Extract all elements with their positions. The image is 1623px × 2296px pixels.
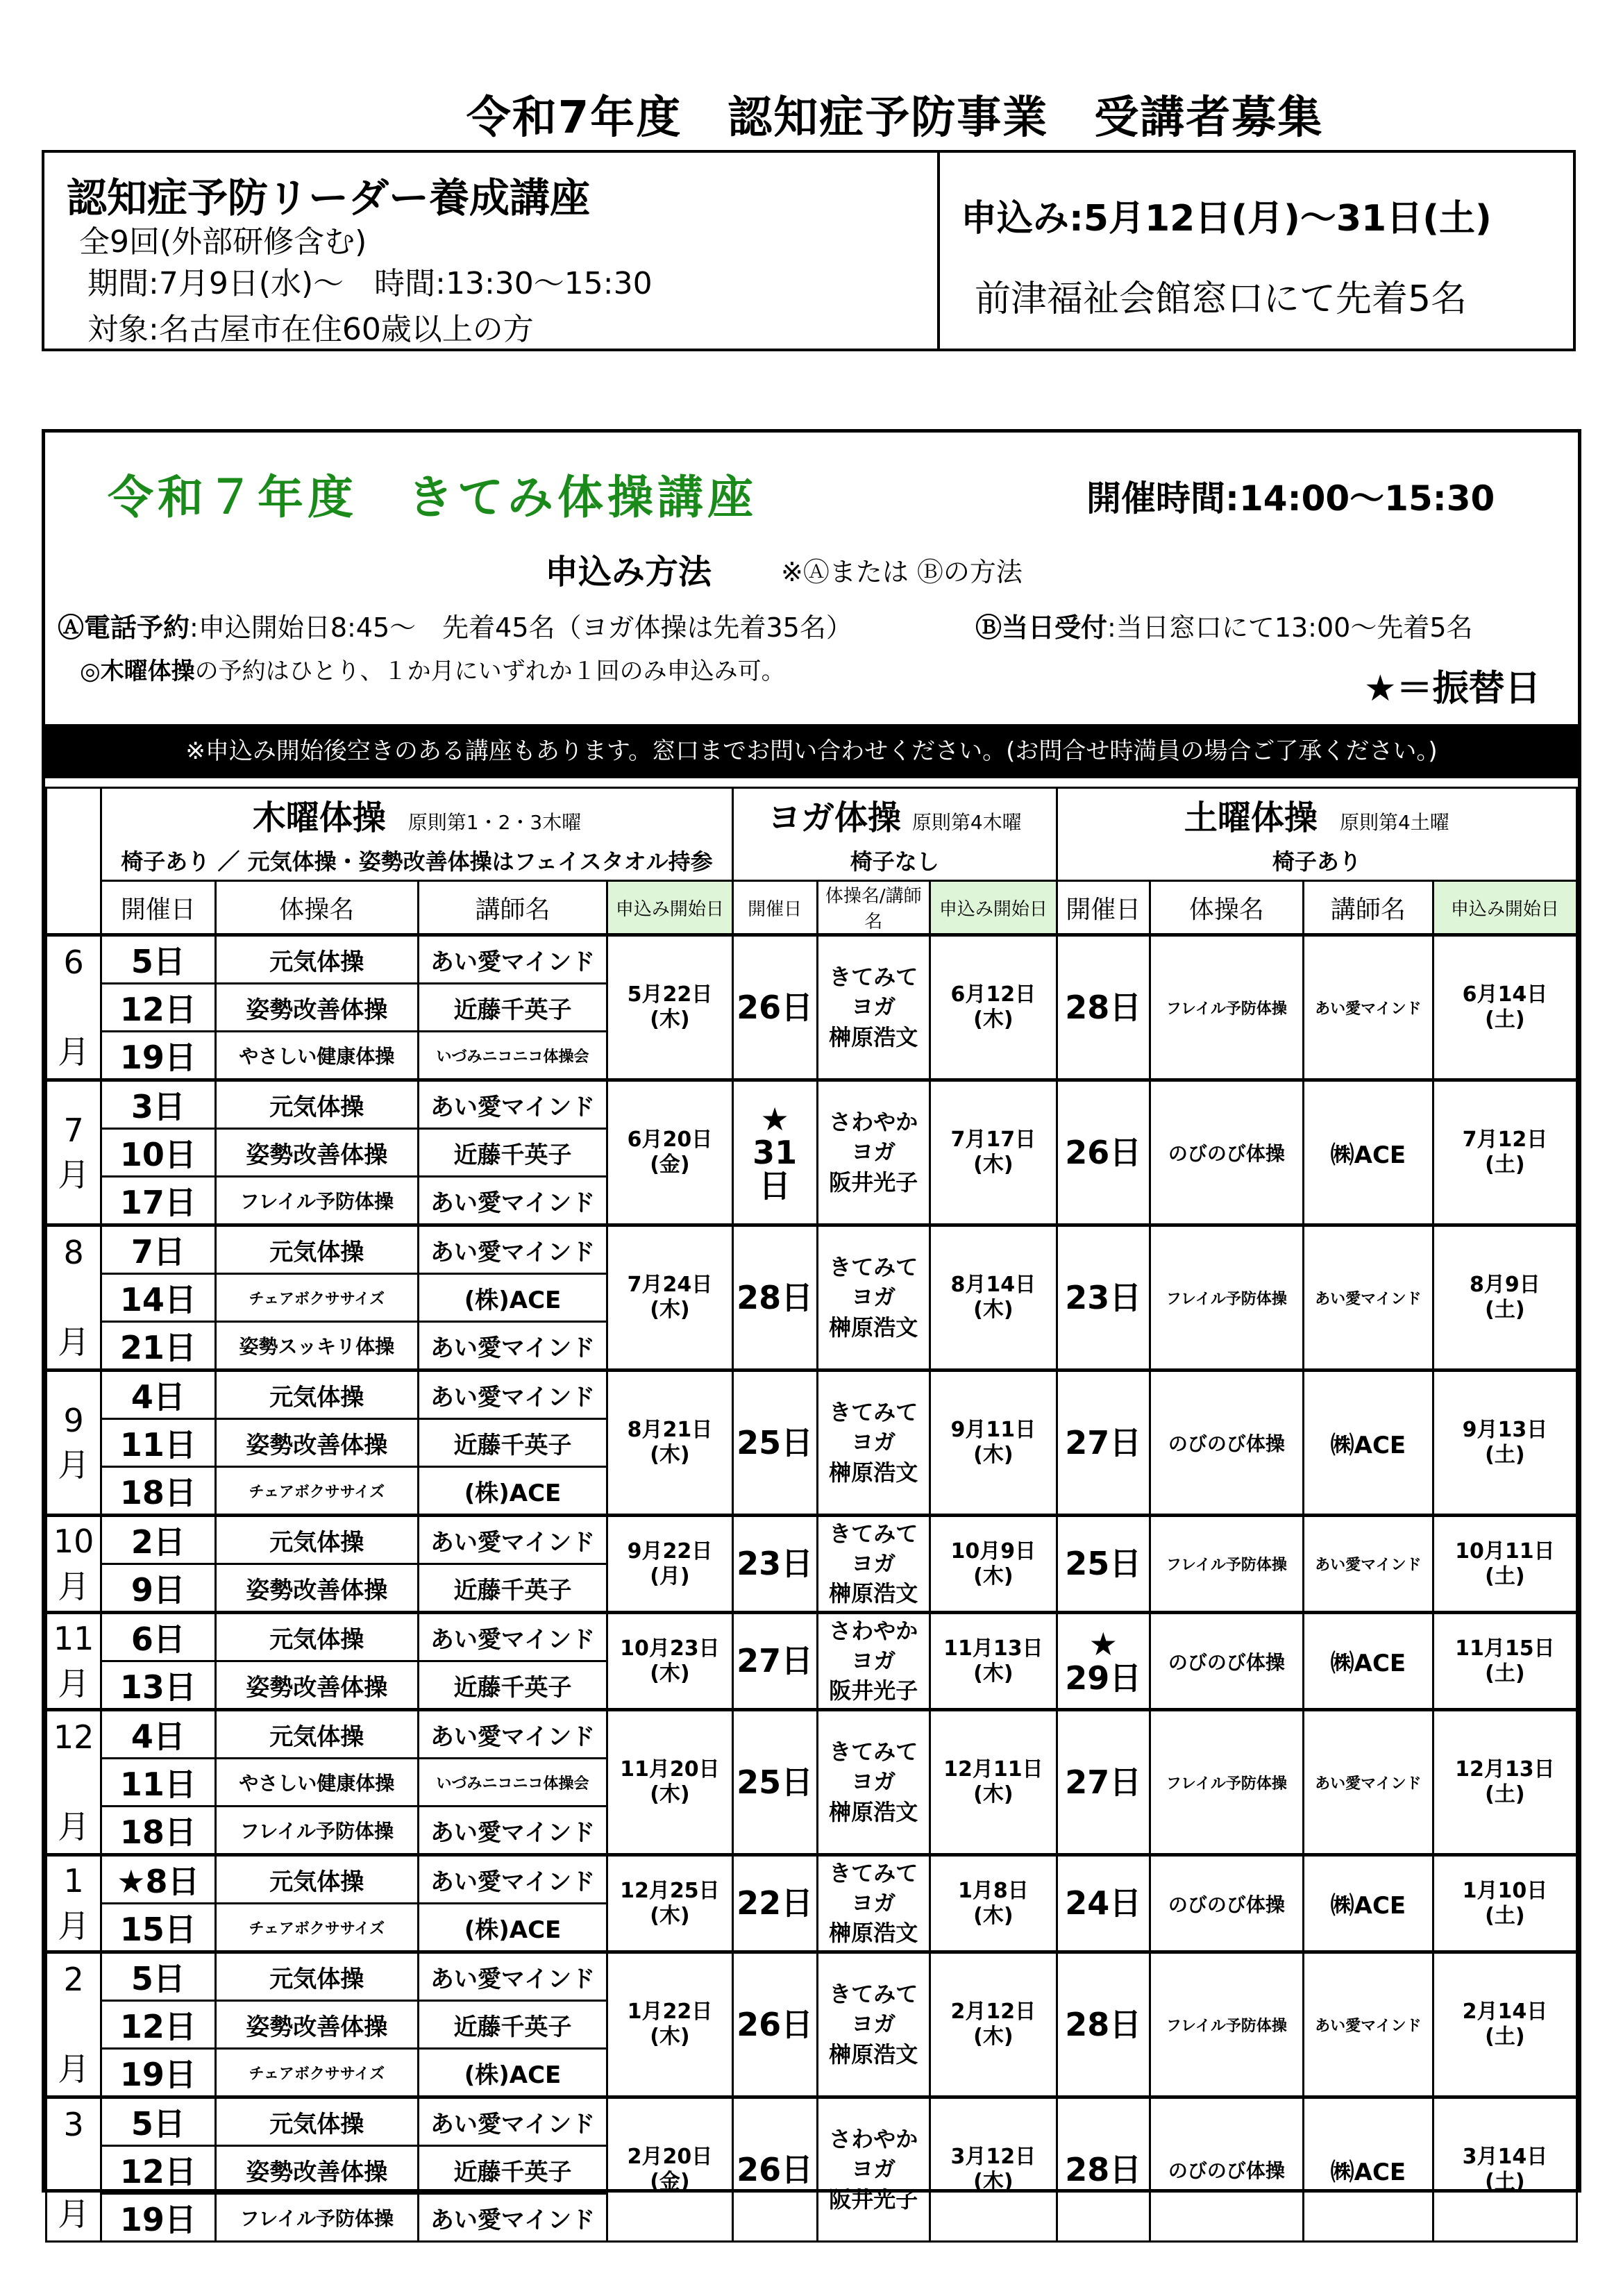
- yoga-exercise: きてみて ヨガ 榊原浩文: [817, 1710, 930, 1855]
- thu-instructor: あい愛マインド: [418, 2194, 607, 2242]
- thu-date: 5日: [101, 2097, 215, 2146]
- yoga-start-date: 12月11日 (木): [930, 1710, 1057, 1855]
- sat-instructor: ㈱ACE: [1304, 1613, 1433, 1710]
- thu-instructor: (株)ACE: [418, 1274, 607, 1322]
- schedule-row: [47, 1516, 1577, 1564]
- sat-date: 28日: [1057, 935, 1150, 1080]
- sat-date: 27日: [1057, 1371, 1150, 1516]
- method-c-label: ◎木曜体操: [80, 657, 195, 685]
- thu-date: 6日: [101, 1613, 215, 1661]
- thu-date: 5日: [101, 935, 215, 984]
- thu-start-date: 10月23日 (木): [607, 1613, 733, 1710]
- yoga-date: 25日: [732, 1371, 817, 1516]
- schedule-row: [47, 1952, 1577, 2001]
- thu-date: 12日: [101, 984, 215, 1032]
- sat-exercise: フレイル予防体操: [1150, 1710, 1303, 1855]
- sat-start-date: 9月13日 (土): [1433, 1371, 1576, 1516]
- thu-date: 5日: [101, 1952, 215, 2001]
- thu-date: 4日: [101, 1371, 215, 1419]
- sat-exercise: フレイル予防体操: [1150, 1952, 1303, 2097]
- schedule-row: [47, 935, 1577, 984]
- sat-start-date: 11月15日 (土): [1433, 1613, 1576, 1710]
- sat-date: 26日: [1057, 1080, 1150, 1225]
- thu-date: 21日: [101, 1322, 215, 1371]
- thu-exercise: 姿勢改善体操: [215, 984, 418, 1032]
- sat-date: ★ 29日: [1057, 1613, 1150, 1710]
- thu-instructor: あい愛マインド: [418, 1177, 607, 1225]
- thu-instructor: 近藤千英子: [418, 1564, 607, 1613]
- thu-exercise: やさしい健康体操: [215, 1759, 418, 1807]
- sat-instructor: あい愛マインド: [1304, 1225, 1433, 1371]
- thu-instructor: いづみニコニコ体操会: [418, 1032, 607, 1080]
- yoga-start-date: 8月14日 (木): [930, 1225, 1057, 1371]
- schedule-row: [47, 1710, 1577, 1759]
- thu-rule: 原則第1・2・3木曜: [407, 810, 582, 834]
- col-sat-start: 申込み開始日: [1433, 881, 1576, 935]
- schedule-row: [47, 1225, 1577, 1274]
- sat-exercise: のびのび体操: [1150, 1613, 1303, 1710]
- leader-course-details: [44, 153, 940, 349]
- thu-exercise: 元気体操: [215, 1710, 418, 1759]
- method-b: [975, 606, 1473, 644]
- thu-instructor: あい愛マインド: [418, 1225, 607, 1274]
- yoga-date: 23日: [732, 1516, 817, 1613]
- schedule-row: [47, 1371, 1577, 1419]
- yoga-exercise: きてみて ヨガ 榊原浩文: [817, 935, 930, 1080]
- sat-rule: 原則第4土曜: [1339, 810, 1449, 834]
- thu-date: 14日: [101, 1274, 215, 1322]
- thu-date: 2日: [101, 1516, 215, 1564]
- thu-instructor: あい愛マインド: [418, 1710, 607, 1759]
- method-a-text: :申込開始日8:45～ 先着45名（ヨガ体操は先着35名）: [190, 612, 852, 643]
- schedule-table: [45, 787, 1578, 2243]
- yoga-exercise: さわやか ヨガ 阪井光子: [817, 1613, 930, 1710]
- thu-exercise: 元気体操: [215, 1952, 418, 2001]
- thu-header: [101, 788, 733, 841]
- yoga-date: 22日: [732, 1855, 817, 1952]
- thu-instructor: 近藤千英子: [418, 1419, 607, 1467]
- col-thu-start: 申込み開始日: [607, 881, 733, 935]
- sat-exercise: のびのび体操: [1150, 1855, 1303, 1952]
- thu-exercise: やさしい健康体操: [215, 1032, 418, 1080]
- sat-header: [1057, 788, 1576, 841]
- thu-exercise: チェアボクササイズ: [215, 1904, 418, 1952]
- thu-start-date: 11月20日 (木): [607, 1710, 733, 1855]
- thu-exercise: 元気体操: [215, 1080, 418, 1129]
- yoga-exercise: きてみて ヨガ 榊原浩文: [817, 1371, 930, 1516]
- sat-start-date: 6月14日 (土): [1433, 935, 1576, 1080]
- leader-course-title: 認知症予防リーダー養成講座: [67, 174, 591, 221]
- thu-instructor: あい愛マインド: [418, 1080, 607, 1129]
- thu-date: 11日: [101, 1419, 215, 1467]
- thu-instructor: 近藤千英子: [418, 2146, 607, 2194]
- sat-date: 28日: [1057, 1952, 1150, 2097]
- thu-instructor: あい愛マインド: [418, 1516, 607, 1564]
- month-label: 8 月: [47, 1225, 101, 1371]
- page-title: 令和7年度 認知症予防事業 受講者募集: [466, 92, 1324, 144]
- month-label: 10 月: [47, 1516, 101, 1613]
- thu-date: 12日: [101, 2001, 215, 2049]
- thu-date: 10日: [101, 1129, 215, 1177]
- thu-exercise: 元気体操: [215, 1516, 418, 1564]
- yoga-exercise: きてみて ヨガ 榊原浩文: [817, 1225, 930, 1371]
- sat-instructor: ㈱ACE: [1304, 1855, 1433, 1952]
- thu-date: 18日: [101, 1467, 215, 1516]
- thu-instructor: 近藤千英子: [418, 1129, 607, 1177]
- thu-title: 木曜体操: [252, 798, 386, 837]
- sat-start-date: 2月14日 (土): [1433, 1952, 1576, 2097]
- col-thu-date: 開催日: [101, 881, 215, 935]
- thu-instructor: あい愛マインド: [418, 1952, 607, 2001]
- month-label: 7 月: [47, 1080, 101, 1225]
- sat-date: 27日: [1057, 1710, 1150, 1855]
- month-label: 11 月: [47, 1613, 101, 1710]
- month-label: 12 月: [47, 1710, 101, 1855]
- thu-date: 12日: [101, 2146, 215, 2194]
- yoga-date: 27日: [732, 1613, 817, 1710]
- leader-period: 期間:7月9日(水)～ 時間:13:30～15:30: [87, 266, 653, 301]
- yoga-subheader: 椅子なし: [732, 841, 1057, 881]
- yoga-start-date: 9月11日 (木): [930, 1371, 1057, 1516]
- thu-start-date: 7月24日 (木): [607, 1225, 733, 1371]
- col-sat-inst: 講師名: [1304, 881, 1433, 935]
- thu-exercise: フレイル予防体操: [215, 2194, 418, 2242]
- yoga-exercise: きてみて ヨガ 榊原浩文: [817, 1516, 930, 1613]
- month-label: 2 月: [47, 1952, 101, 2097]
- method-note: ※Ⓐまたは Ⓑの方法: [781, 557, 1023, 587]
- leader-sessions: 全9回(外部研修含む): [79, 224, 367, 260]
- yoga-date: 26日: [732, 2097, 817, 2242]
- thu-start-date: 12月25日 (木): [607, 1855, 733, 1952]
- col-yoga-start: 申込み開始日: [930, 881, 1057, 935]
- thu-exercise: チェアボクササイズ: [215, 2049, 418, 2097]
- star-legend: ★＝振替日: [1364, 668, 1541, 710]
- col-thu-inst: 講師名: [418, 881, 607, 935]
- yoga-date: 25日: [732, 1710, 817, 1855]
- month-label: 6 月: [47, 935, 101, 1080]
- sat-start-date: 3月14日 (土): [1433, 2097, 1576, 2242]
- schedule-row: [47, 1080, 1577, 1129]
- yoga-header: [732, 788, 1057, 841]
- yoga-date: ★ 31 日: [732, 1080, 817, 1225]
- thu-instructor: あい愛マインド: [418, 1807, 607, 1855]
- yoga-date: 26日: [732, 935, 817, 1080]
- thu-instructor: あい愛マインド: [418, 1322, 607, 1371]
- thu-exercise: フレイル予防体操: [215, 1177, 418, 1225]
- thu-date: 4日: [101, 1710, 215, 1759]
- yoga-exercise: さわやか ヨガ 阪井光子: [817, 2097, 930, 2242]
- sat-start-date: 7月12日 (土): [1433, 1080, 1576, 1225]
- sat-start-date: 12月13日 (土): [1433, 1710, 1576, 1855]
- month-label: 3 月: [47, 2097, 101, 2242]
- sat-start-date: 10月11日 (土): [1433, 1516, 1576, 1613]
- thu-exercise: チェアボクササイズ: [215, 1274, 418, 1322]
- sat-date: 28日: [1057, 2097, 1150, 2242]
- method-b-text: :当日窓口にて13:00～先着5名: [1107, 612, 1473, 643]
- leader-course-box: [42, 150, 1576, 351]
- leader-apply-period: 申込み:5月12日(月)～31日(土): [961, 198, 1492, 240]
- thu-exercise: 姿勢改善体操: [215, 1661, 418, 1710]
- col-thu-ex: 体操名: [215, 881, 418, 935]
- leader-apply-place: 前津福祉会館窓口にて先着5名: [975, 278, 1468, 320]
- thu-date: 9日: [101, 1564, 215, 1613]
- schedule-row: [47, 1855, 1577, 1904]
- thu-instructor: (株)ACE: [418, 2049, 607, 2097]
- thu-date: 19日: [101, 1032, 215, 1080]
- thu-date: 7日: [101, 1225, 215, 1274]
- yoga-exercise: さわやか ヨガ 阪井光子: [817, 1080, 930, 1225]
- col-sat-date: 開催日: [1057, 881, 1150, 935]
- yoga-start-date: 1月8日 (木): [930, 1855, 1057, 1952]
- notice-bar: ※申込み開始後空きのある講座もあります。窓口までお問い合わせください。(お問合せ時満員の場合ご了承ください。): [45, 724, 1578, 778]
- thu-instructor: (株)ACE: [418, 1904, 607, 1952]
- sat-start-date: 8月9日 (土): [1433, 1225, 1576, 1371]
- thu-date: ★8日: [101, 1855, 215, 1904]
- sat-instructor: あい愛マインド: [1304, 1516, 1433, 1613]
- thu-date: 15日: [101, 1904, 215, 1952]
- yoga-start-date: 3月12日 (木): [930, 2097, 1057, 2242]
- thu-start-date: 8月21日 (木): [607, 1371, 733, 1516]
- yoga-start-date: 7月17日 (木): [930, 1080, 1057, 1225]
- sat-start-date: 1月10日 (土): [1433, 1855, 1576, 1952]
- thu-instructor: (株)ACE: [418, 1467, 607, 1516]
- thu-date: 3日: [101, 1080, 215, 1129]
- thu-subheader: 椅子あり ／ 元気体操・姿勢改善体操はフェイスタオル持参: [101, 841, 733, 881]
- kiteme-time: 開催時間:14:00～15:30: [1086, 478, 1495, 519]
- thu-exercise: 元気体操: [215, 1613, 418, 1661]
- yoga-date: 26日: [732, 1952, 817, 2097]
- thu-instructor: あい愛マインド: [418, 1371, 607, 1419]
- method-c-text: の予約はひとり、１か月にいずれか１回のみ申込み可。: [194, 657, 785, 685]
- col-yoga-date: 開催日: [732, 881, 817, 935]
- method-a: [58, 606, 852, 644]
- month-label: 1 月: [47, 1855, 101, 1952]
- yoga-start-date: 10月9日 (木): [930, 1516, 1057, 1613]
- sat-instructor: あい愛マインド: [1304, 935, 1433, 1080]
- thu-instructor: あい愛マインド: [418, 1613, 607, 1661]
- thu-start-date: 6月20日 (金): [607, 1080, 733, 1225]
- month-label: 9 月: [47, 1371, 101, 1516]
- thu-instructor: いづみニコニコ体操会: [418, 1759, 607, 1807]
- sat-exercise: フレイル予防体操: [1150, 1516, 1303, 1613]
- thu-exercise: 元気体操: [215, 935, 418, 984]
- method-c: [80, 652, 785, 686]
- thu-date: 13日: [101, 1661, 215, 1710]
- thu-date: 19日: [101, 2049, 215, 2097]
- sat-instructor: あい愛マインド: [1304, 1710, 1433, 1855]
- sat-exercise: のびのび体操: [1150, 2097, 1303, 2242]
- thu-date: 18日: [101, 1807, 215, 1855]
- thu-exercise: フレイル予防体操: [215, 1807, 418, 1855]
- yoga-exercise: きてみて ヨガ 榊原浩文: [817, 1855, 930, 1952]
- sat-instructor: ㈱ACE: [1304, 1080, 1433, 1225]
- thu-instructor: 近藤千英子: [418, 2001, 607, 2049]
- thu-instructor: あい愛マインド: [418, 1855, 607, 1904]
- yoga-start-date: 11月13日 (木): [930, 1613, 1057, 1710]
- thu-date: 11日: [101, 1759, 215, 1807]
- yoga-date: 28日: [732, 1225, 817, 1371]
- sat-date: 23日: [1057, 1225, 1150, 1371]
- thu-exercise: 姿勢改善体操: [215, 2146, 418, 2194]
- yoga-title: ヨガ体操: [767, 798, 901, 837]
- thu-instructor: あい愛マインド: [418, 935, 607, 984]
- method-b-label: Ⓑ当日受付: [975, 612, 1108, 643]
- sat-date: 24日: [1057, 1855, 1150, 1952]
- sat-exercise: フレイル予防体操: [1150, 1225, 1303, 1371]
- thu-date: 19日: [101, 2194, 215, 2242]
- thu-instructor: 近藤千英子: [418, 984, 607, 1032]
- thu-exercise: 姿勢改善体操: [215, 1129, 418, 1177]
- sat-instructor: あい愛マインド: [1304, 1952, 1433, 2097]
- schedule-row: [47, 1613, 1577, 1661]
- yoga-start-date: 6月12日 (木): [930, 935, 1057, 1080]
- thu-exercise: 元気体操: [215, 1855, 418, 1904]
- sat-exercise: フレイル予防体操: [1150, 935, 1303, 1080]
- month-header-blank: [47, 788, 101, 935]
- schedule-row: [47, 2097, 1577, 2146]
- thu-start-date: 1月22日 (木): [607, 1952, 733, 2097]
- yoga-start-date: 2月12日 (木): [930, 1952, 1057, 2097]
- col-sat-ex: 体操名: [1150, 881, 1303, 935]
- thu-instructor: 近藤千英子: [418, 1661, 607, 1710]
- sat-instructor: ㈱ACE: [1304, 2097, 1433, 2242]
- sat-exercise: のびのび体操: [1150, 1080, 1303, 1225]
- thu-exercise: チェアボクササイズ: [215, 1467, 418, 1516]
- thu-exercise: 姿勢改善体操: [215, 2001, 418, 2049]
- thu-exercise: 姿勢スッキリ体操: [215, 1322, 418, 1371]
- col-yoga-ex: 体操名/講師名: [817, 881, 930, 935]
- sat-subheader: 椅子あり: [1057, 841, 1576, 881]
- thu-instructor: あい愛マインド: [418, 2097, 607, 2146]
- thu-date: 17日: [101, 1177, 215, 1225]
- yoga-rule: 原則第4木曜: [911, 810, 1022, 834]
- yoga-exercise: きてみて ヨガ 榊原浩文: [817, 1952, 930, 2097]
- thu-start-date: 9月22日 (月): [607, 1516, 733, 1613]
- thu-exercise: 元気体操: [215, 1371, 418, 1419]
- sat-exercise: のびのび体操: [1150, 1371, 1303, 1516]
- method-a-label: Ⓐ電話予約: [58, 612, 190, 643]
- leader-target: 対象:名古屋市在住60歳以上の方: [87, 312, 534, 347]
- thu-exercise: 元気体操: [215, 1225, 418, 1274]
- thu-exercise: 姿勢改善体操: [215, 1564, 418, 1613]
- thu-exercise: 姿勢改善体操: [215, 1419, 418, 1467]
- kiteme-course-box: [42, 429, 1581, 2238]
- sat-instructor: ㈱ACE: [1304, 1371, 1433, 1516]
- sat-date: 25日: [1057, 1516, 1150, 1613]
- thu-start-date: 2月20日 (金): [607, 2097, 733, 2242]
- thu-start-date: 5月22日 (木): [607, 935, 733, 1080]
- kiteme-title: 令和７年度 きてみ体操講座: [108, 471, 757, 524]
- method-title: 申込み方法: [545, 553, 712, 592]
- thu-exercise: 元気体操: [215, 2097, 418, 2146]
- sat-title: 土曜体操: [1184, 798, 1318, 837]
